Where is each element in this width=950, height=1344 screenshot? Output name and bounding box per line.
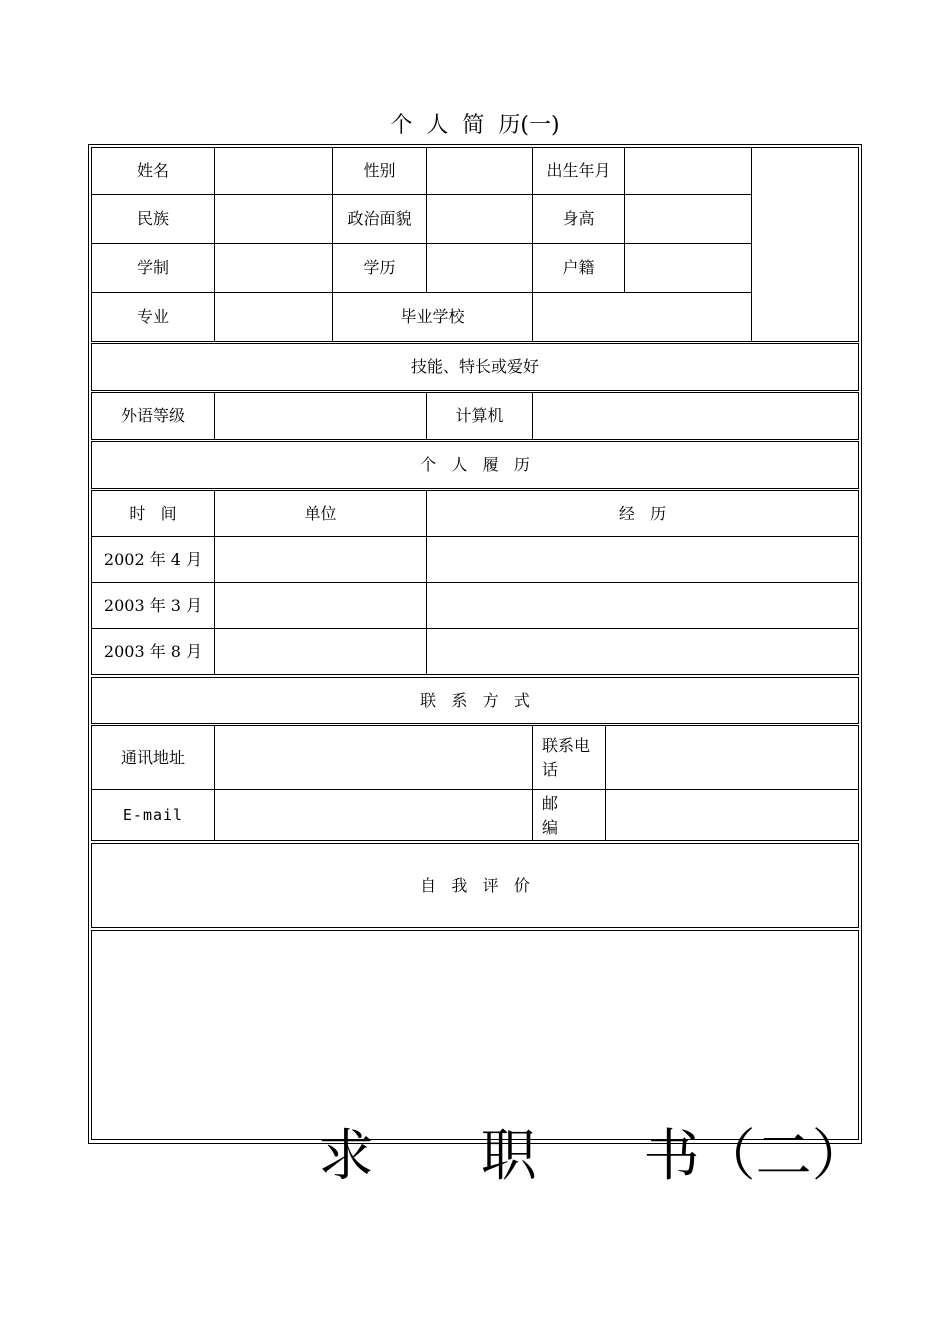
field-gender[interactable] [426, 147, 533, 195]
label-education: 学历 [332, 243, 427, 293]
field-postcode[interactable] [605, 789, 859, 841]
col-experience: 经 历 [426, 490, 859, 537]
history-row-time: 2003 年 8 月 [91, 628, 215, 675]
col-unit: 单位 [214, 490, 427, 537]
label-computer: 计算机 [426, 392, 533, 440]
field-schooling[interactable] [214, 243, 333, 293]
footer-title: 求 职 书（二） [318, 1124, 868, 1189]
field-language[interactable] [214, 392, 427, 440]
field-height[interactable] [624, 194, 752, 244]
field-political[interactable] [426, 194, 533, 244]
label-postcode: 邮编 [532, 789, 606, 841]
history-row-time: 2002 年 4 月 [91, 536, 215, 583]
field-email[interactable] [214, 789, 533, 841]
label-name: 姓名 [91, 147, 215, 195]
label-schooling: 学制 [91, 243, 215, 293]
photo-box[interactable] [751, 147, 859, 342]
field-evaluation[interactable] [91, 930, 859, 1140]
label-birth: 出生年月 [532, 147, 625, 195]
label-gender: 性别 [332, 147, 427, 195]
history-row-unit[interactable] [214, 536, 427, 583]
label-household: 户籍 [532, 243, 625, 293]
section-contact-header: 联 系 方 式 [91, 677, 859, 724]
field-phone[interactable] [605, 725, 859, 790]
label-political: 政治面貌 [332, 194, 427, 244]
section-history-header: 个 人 履 历 [91, 441, 859, 489]
page-title: 个 人 简 历(一) [390, 113, 560, 138]
section-skills-header: 技能、特长或爱好 [91, 343, 859, 391]
field-school[interactable] [532, 292, 752, 342]
history-row-unit[interactable] [214, 628, 427, 675]
label-address: 通讯地址 [91, 725, 215, 790]
field-computer[interactable] [532, 392, 859, 440]
label-major: 专业 [91, 292, 215, 342]
field-address[interactable] [214, 725, 533, 790]
field-major[interactable] [214, 292, 333, 342]
label-height: 身高 [532, 194, 625, 244]
label-phone: 联系电话 [532, 725, 606, 790]
label-language: 外语等级 [91, 392, 215, 440]
field-education[interactable] [426, 243, 533, 293]
field-household[interactable] [624, 243, 752, 293]
section-evaluation-header: 自 我 评 价 [91, 843, 859, 928]
label-email: E-mail [91, 789, 215, 841]
field-name[interactable] [214, 147, 333, 195]
history-row-unit[interactable] [214, 582, 427, 629]
history-row-time: 2003 年 3 月 [91, 582, 215, 629]
field-ethnic[interactable] [214, 194, 333, 244]
history-row-experience[interactable] [426, 628, 859, 675]
field-birth[interactable] [624, 147, 752, 195]
history-row-experience[interactable] [426, 536, 859, 583]
history-row-experience[interactable] [426, 582, 859, 629]
label-ethnic: 民族 [91, 194, 215, 244]
label-school: 毕业学校 [332, 292, 533, 342]
col-time: 时 间 [91, 490, 215, 537]
